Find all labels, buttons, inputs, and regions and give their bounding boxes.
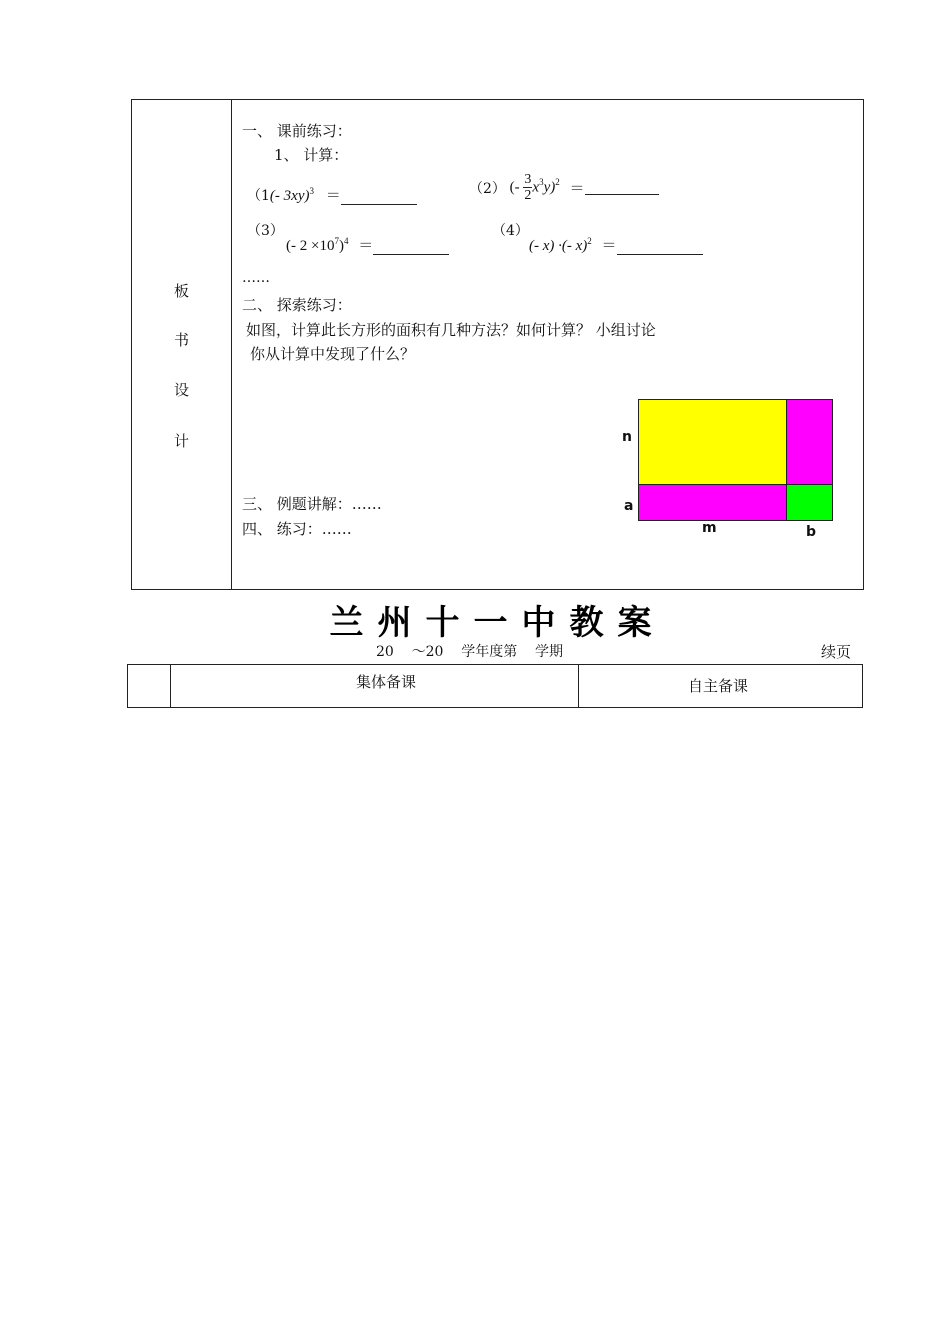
section4-heading: 四、 练习：……: [242, 520, 352, 538]
diagram-green-square: [786, 484, 833, 521]
exercise-2-equals: ＝: [569, 181, 585, 198]
diagram-label-a: a: [624, 498, 634, 514]
exercise-2-exp: 2: [555, 176, 560, 187]
exercise-2-denominator: 2: [524, 188, 532, 204]
diagram-magenta-rect-bottom: [638, 484, 788, 521]
section2-line1: 如图，计算此长方形的面积有几种方法？如何计算？ 小组讨论: [246, 321, 656, 339]
side-label-char-3: 设: [174, 381, 190, 399]
diagram-yellow-rect: [638, 399, 788, 486]
exercise-4-exp: 2: [587, 236, 592, 246]
exercise-2-exp-x: 3: [539, 176, 544, 187]
exercise-1: [247, 184, 417, 205]
section1-heading: 一、 课前练习：: [242, 122, 352, 140]
section3-heading: 三、 例题讲解：……: [242, 495, 382, 513]
exercise-4-label: （4）: [492, 223, 529, 239]
exercise-2-label: （2）: [469, 180, 506, 197]
exercise-1-expr: (- 3xy): [269, 188, 310, 204]
exercise-4-expr: (- x) ·(- x): [529, 238, 588, 254]
exercise-3-expr: (- 2 ×10: [286, 238, 335, 254]
exercise-3-exp: 4: [343, 236, 349, 246]
exercise-2-var-y: y): [543, 179, 556, 196]
section1-ellipsis: ……: [242, 270, 270, 286]
section2-heading: 二、 探索练习：: [242, 296, 352, 314]
preparation-table-divider-1: [170, 664, 171, 708]
table-divider: [231, 99, 232, 590]
diagram-label-m: m: [702, 520, 717, 536]
exercise-1-answer-blank[interactable]: [341, 190, 417, 205]
side-label-char-2: 书: [174, 331, 190, 349]
section2-line2: 你从计算中发现了什么？: [250, 345, 416, 363]
exercise-2-answer-blank[interactable]: [585, 180, 659, 195]
exercise-3-close: ): [338, 238, 344, 254]
exercise-4-equals: ＝: [601, 238, 617, 254]
exercise-2-numerator: 3: [524, 172, 532, 187]
exercise-4: [529, 234, 703, 255]
side-label-char-1: 板: [174, 282, 190, 300]
exercise-4-answer-blank[interactable]: [617, 240, 703, 255]
exercise-1-equals: ＝: [325, 188, 341, 204]
preparation-table: [127, 664, 863, 708]
exercise-3: [286, 234, 449, 255]
exercise-3-label: （3）: [247, 223, 284, 239]
self-preparation-header: 自主备课: [688, 677, 749, 695]
collective-preparation-header: 集体备课: [356, 673, 417, 691]
exercise-3-answer-blank[interactable]: [373, 240, 449, 255]
exercise-3-equals: ＝: [358, 238, 374, 254]
exercise-2-var-x: x: [532, 179, 540, 196]
exercise-2: [469, 172, 659, 204]
diagram-label-b: b: [806, 524, 817, 540]
diagram-label-n: n: [622, 429, 632, 445]
section1-sub: 1、 计算：: [274, 146, 349, 164]
page-title: 兰州十一中教案: [329, 603, 666, 643]
side-label-char-4: 计: [174, 432, 190, 450]
continued-page-label: 续页: [821, 643, 852, 661]
year-line: 20 ～20 学年度第 学期: [376, 644, 564, 660]
preparation-table-divider-2: [578, 664, 579, 708]
exercise-1-label: （1: [247, 188, 270, 204]
diagram-magenta-rect-right: [786, 399, 833, 486]
exercise-2-prefix: (-: [509, 179, 520, 196]
exercise-1-exp: 3: [309, 186, 314, 196]
exercise-3-exp-inner: 7: [334, 236, 339, 246]
